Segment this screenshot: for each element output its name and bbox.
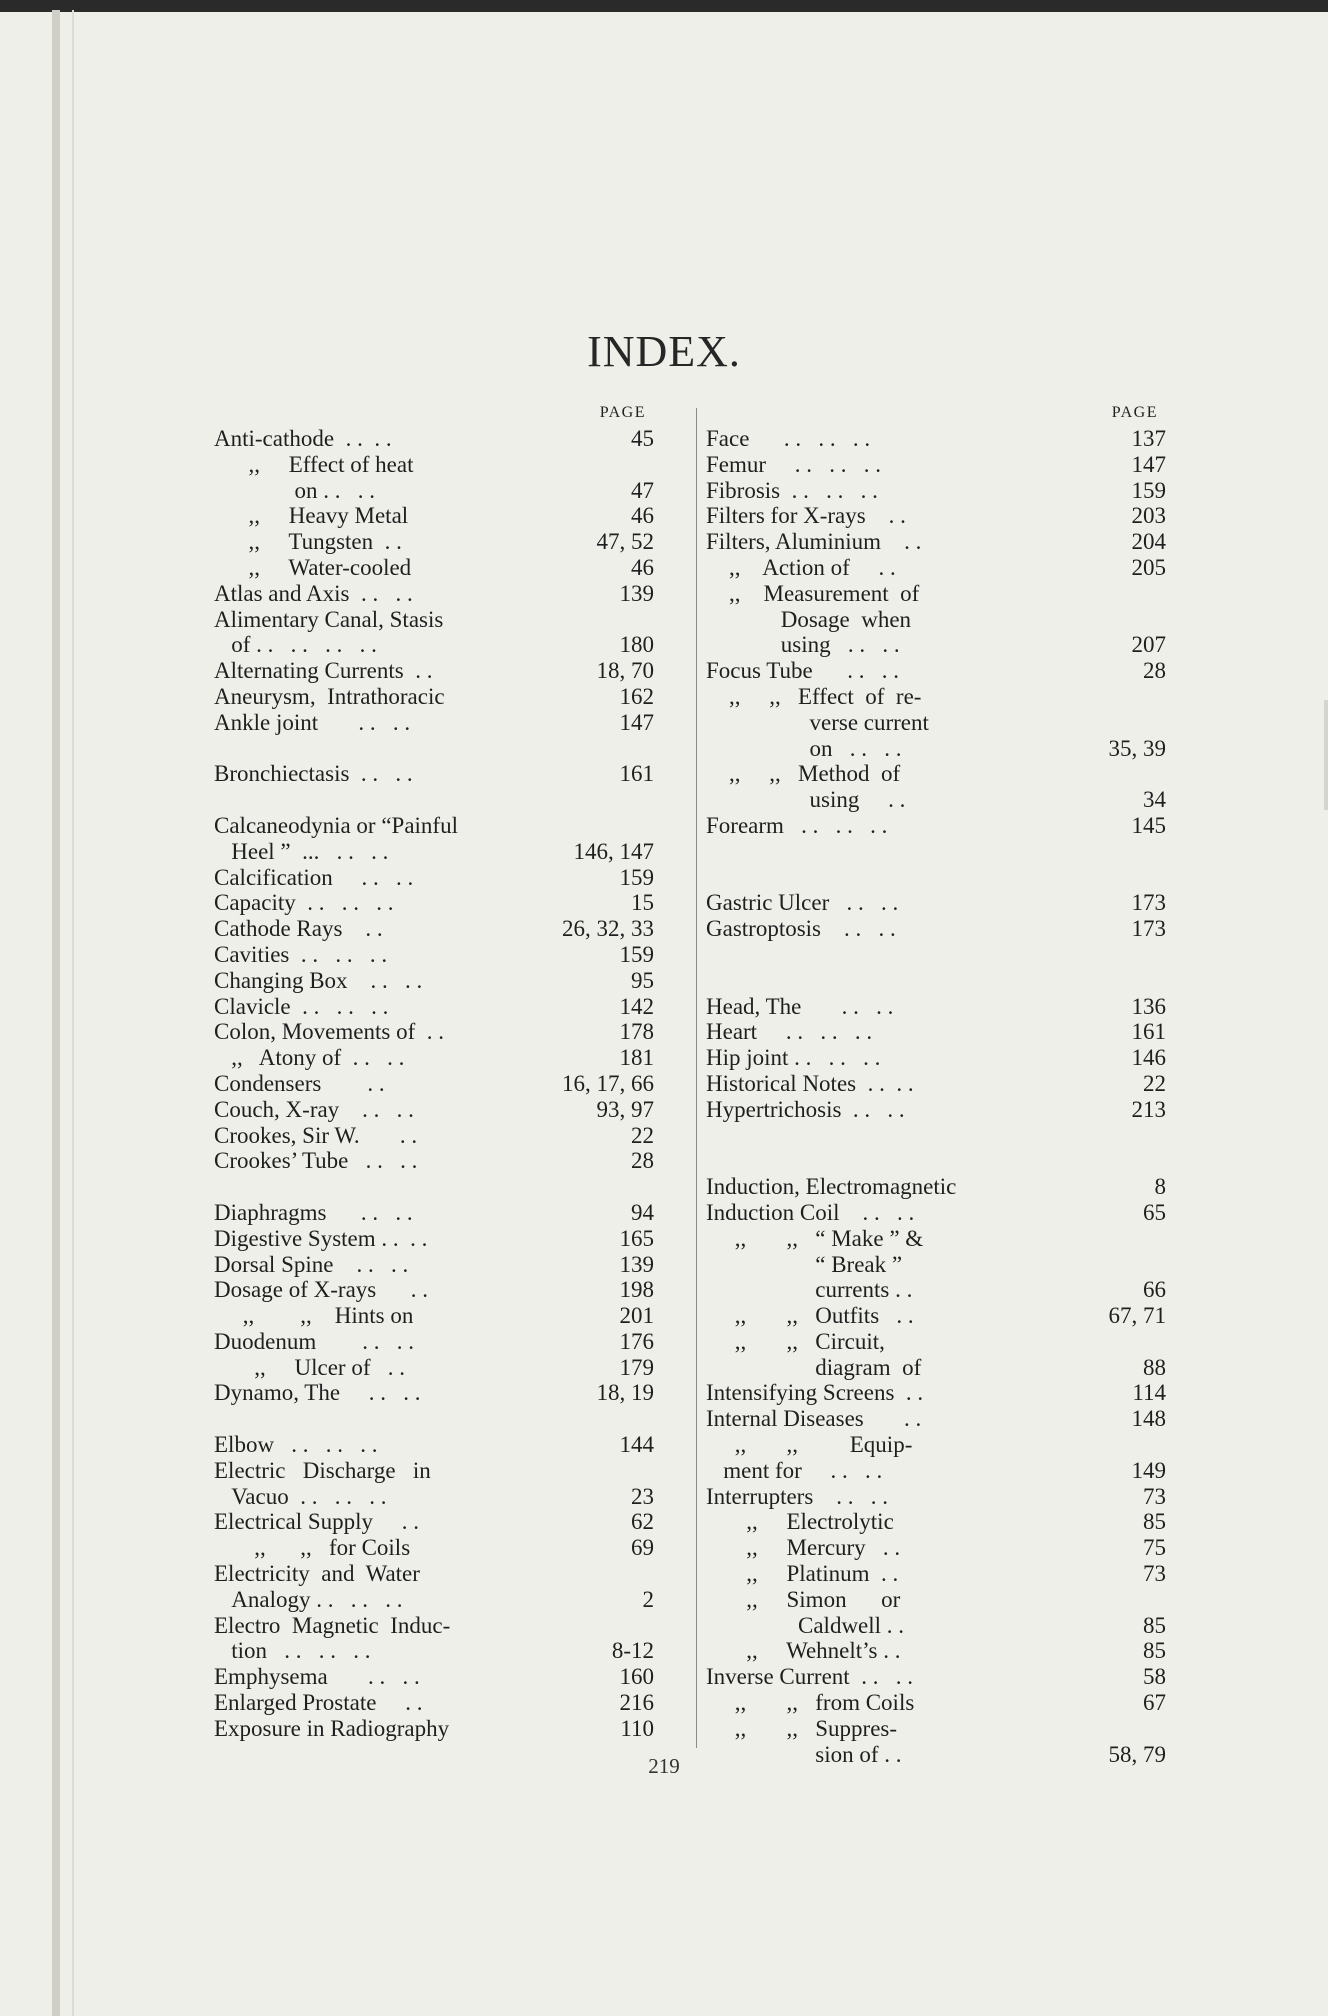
index-entry bbox=[706, 761, 1166, 787]
index-entry-text: on . . . . bbox=[706, 735, 902, 761]
index-entry bbox=[706, 1432, 1166, 1458]
index-entry-text: Elbow . . . . . . bbox=[214, 1432, 378, 1458]
entry-spacer bbox=[706, 1123, 1166, 1149]
index-entry-text: Dosage of X-rays . . bbox=[214, 1277, 428, 1303]
index-entry bbox=[214, 1303, 654, 1329]
index-entry bbox=[706, 813, 1166, 839]
index-entry-text: Cathode Rays . . bbox=[214, 916, 383, 942]
index-entry-text: ,, ,, Hints on bbox=[214, 1303, 414, 1329]
index-entry-text: ,, ,, from Coils bbox=[706, 1690, 915, 1716]
index-entry bbox=[706, 503, 1166, 529]
index-entry-page: 216 bbox=[619, 1690, 654, 1716]
index-entry-page: 46 bbox=[631, 554, 654, 580]
index-entry-page: 213 bbox=[1131, 1096, 1166, 1122]
index-entry bbox=[214, 1071, 654, 1097]
index-entry-page: 139 bbox=[619, 580, 654, 606]
index-entry-page: 2 bbox=[642, 1586, 654, 1612]
index-entry-text: ,, Water-cooled bbox=[214, 554, 412, 580]
index-entry-page: 180 bbox=[619, 632, 654, 658]
index-entry-text: Crookes, Sir W. . . bbox=[214, 1122, 418, 1148]
index-entry bbox=[214, 452, 654, 478]
index-entry-text: ,, Platinum . . bbox=[706, 1561, 899, 1587]
index-entry-text: Gastroptosis . . . . bbox=[706, 916, 896, 942]
index-entry-text: ,, ,, Suppres- bbox=[706, 1715, 898, 1741]
index-entry-page: 173 bbox=[1131, 916, 1166, 942]
index-entry-text: using . . bbox=[706, 787, 906, 813]
index-entry bbox=[706, 1200, 1166, 1226]
index-entry bbox=[706, 710, 1166, 736]
index-entry-text: Condensers . . bbox=[214, 1070, 385, 1096]
index-entry bbox=[214, 581, 654, 607]
index-entry-page: 110 bbox=[620, 1715, 654, 1741]
index-entry-text: tion . . . . . . bbox=[214, 1638, 371, 1664]
index-entry bbox=[214, 1097, 654, 1123]
index-entry-text: Hip joint . . . . . . bbox=[706, 1045, 881, 1071]
index-entry-text: ,, Ulcer of . . bbox=[214, 1354, 405, 1380]
index-entry-page: 85 bbox=[1143, 1612, 1166, 1638]
index-entry bbox=[706, 1690, 1166, 1716]
index-entry-page: 165 bbox=[619, 1225, 654, 1251]
index-entry-page: 8 bbox=[1154, 1174, 1166, 1200]
index-entry-text: Analogy . . . . . . bbox=[214, 1586, 403, 1612]
index-entry-page: 62 bbox=[631, 1509, 654, 1535]
index-entry-text: ,, ,, Outfits . . bbox=[706, 1303, 914, 1329]
index-entry-text: Face . . . . . . bbox=[706, 426, 871, 451]
index-entry-page: 146 bbox=[1131, 1045, 1166, 1071]
index-entry bbox=[214, 1716, 654, 1742]
index-entry bbox=[214, 916, 654, 942]
index-entry bbox=[706, 787, 1166, 813]
page-column-header: PAGE bbox=[599, 404, 646, 421]
index-entry bbox=[214, 529, 654, 555]
index-entry-text: of . . . . . . . . bbox=[214, 632, 377, 658]
index-entry bbox=[214, 839, 654, 865]
index-entry bbox=[214, 1200, 654, 1226]
index-entry-page: 159 bbox=[619, 864, 654, 890]
index-entry bbox=[706, 1406, 1166, 1432]
index-column-right bbox=[706, 400, 1166, 1767]
index-entry-page: 181 bbox=[619, 1045, 654, 1071]
index-entry-text: Gastric Ulcer . . . . bbox=[706, 890, 899, 916]
index-entry-text: Calcification . . . . bbox=[214, 864, 414, 890]
index-entry-text: Hypertrichosis . . . . bbox=[706, 1096, 905, 1122]
index-entry bbox=[706, 1097, 1166, 1123]
index-entry bbox=[214, 1587, 654, 1613]
index-entry-text: “ Break ” bbox=[706, 1251, 903, 1277]
index-entry bbox=[214, 1329, 654, 1355]
index-entry-text: Head, The . . . . bbox=[706, 993, 894, 1019]
index-entry-page: 160 bbox=[619, 1664, 654, 1690]
index-entry-page: 58, 79 bbox=[1108, 1741, 1166, 1767]
index-entry bbox=[214, 1535, 654, 1561]
index-entry-page: 67 bbox=[1143, 1690, 1166, 1716]
index-entry-page: 114 bbox=[1132, 1380, 1166, 1406]
index-entry-text: Alternating Currents . . bbox=[214, 658, 433, 684]
index-entry-text: Heart . . . . . . bbox=[706, 1019, 873, 1045]
index-entry bbox=[214, 1432, 654, 1458]
index-entry-text: Capacity . . . . . . bbox=[214, 890, 394, 916]
index-entry-text: Changing Box . . . . bbox=[214, 967, 423, 993]
index-entry bbox=[706, 1509, 1166, 1535]
index-entry-page: 28 bbox=[631, 1148, 654, 1174]
index-entry-text: Electro Magnetic Induc- bbox=[214, 1612, 451, 1638]
index-entry-text: Electrical Supply . . bbox=[214, 1509, 420, 1535]
index-entry bbox=[214, 968, 654, 994]
index-entry-page: 45 bbox=[631, 426, 654, 451]
index-entry-page: 146, 147 bbox=[573, 838, 654, 864]
index-entry-text: Interrupters . . . . bbox=[706, 1483, 889, 1509]
index-entry bbox=[214, 1509, 654, 1535]
index-entry-page: 161 bbox=[619, 761, 654, 787]
index-entry bbox=[214, 1252, 654, 1278]
index-entry bbox=[706, 1458, 1166, 1484]
page-column-header: PAGE bbox=[1111, 404, 1158, 421]
index-entry-text: Historical Notes . . . . bbox=[706, 1070, 914, 1096]
index-entry-text: ,, ,, for Coils bbox=[214, 1535, 411, 1561]
index-entry-page: 161 bbox=[1131, 1019, 1166, 1045]
index-entry-text: Caldwell . . bbox=[706, 1612, 905, 1638]
index-entry bbox=[706, 916, 1166, 942]
index-entry-page: 15 bbox=[631, 890, 654, 916]
index-entry-page: 207 bbox=[1131, 632, 1166, 658]
index-entry-page: 94 bbox=[631, 1199, 654, 1225]
index-entry-page: 22 bbox=[1143, 1070, 1166, 1096]
index-entry-text: ,, Atony of . . . . bbox=[214, 1045, 405, 1071]
index-entry-page: 47 bbox=[631, 477, 654, 503]
entry-spacer bbox=[214, 1174, 654, 1200]
index-entry bbox=[706, 1380, 1166, 1406]
index-entry bbox=[214, 813, 654, 839]
index-entry-text: Inverse Current . . . . bbox=[706, 1664, 913, 1690]
index-entry bbox=[214, 684, 654, 710]
index-entry-text: ,, Simon or bbox=[706, 1586, 901, 1612]
index-entry-text: ,, Heavy Metal bbox=[214, 503, 409, 529]
index-entry bbox=[706, 1226, 1166, 1252]
index-entry-page: 148 bbox=[1131, 1406, 1166, 1432]
index-entry bbox=[706, 736, 1166, 762]
entry-spacer bbox=[706, 968, 1166, 994]
page-number: 219 bbox=[648, 1754, 680, 1778]
index-entry-page: 198 bbox=[619, 1277, 654, 1303]
index-entry bbox=[214, 761, 654, 787]
index-entry-text: Colon, Movements of . . bbox=[214, 1019, 444, 1045]
index-entry bbox=[214, 1690, 654, 1716]
index-entry-page: 22 bbox=[631, 1122, 654, 1148]
index-entry-text: ,, ,, “ Make ” & bbox=[706, 1225, 924, 1251]
entry-spacer bbox=[706, 1148, 1166, 1174]
index-entry-text: Filters, Aluminium . . bbox=[706, 529, 922, 555]
index-entry-text: ,, ,, Equip- bbox=[706, 1432, 913, 1458]
index-entry-text: Induction, Electromagnetic bbox=[706, 1174, 957, 1200]
index-entry-text: Focus Tube . . . . bbox=[706, 658, 899, 684]
index-entry-page: 149 bbox=[1131, 1457, 1166, 1483]
index-entry-text: using . . . . bbox=[706, 632, 900, 658]
index-column-left bbox=[214, 400, 654, 1742]
index-entry-page: 46 bbox=[631, 503, 654, 529]
index-entry bbox=[214, 1148, 654, 1174]
index-entry-page: 139 bbox=[619, 1251, 654, 1277]
entry-spacer bbox=[706, 942, 1166, 968]
index-entry-text: Dosage when bbox=[706, 606, 912, 632]
index-entry-page: 66 bbox=[1143, 1277, 1166, 1303]
index-entry-page: 88 bbox=[1143, 1354, 1166, 1380]
index-entry-text: Induction Coil . . . . bbox=[706, 1199, 915, 1225]
index-entry-text: ,, ,, Circuit, bbox=[706, 1328, 885, 1354]
index-entry bbox=[706, 1587, 1166, 1613]
index-entry bbox=[214, 426, 654, 452]
index-entry bbox=[214, 555, 654, 581]
index-entry-text: ,, Action of . . bbox=[706, 554, 896, 580]
index-entry-page: 144 bbox=[619, 1432, 654, 1458]
index-entry bbox=[706, 1484, 1166, 1510]
index-entry-text: Alimentary Canal, Stasis bbox=[214, 606, 444, 632]
index-entry-text: Anti-cathode . . . . bbox=[214, 426, 392, 451]
index-entry bbox=[706, 890, 1166, 916]
index-entry bbox=[214, 1613, 654, 1639]
index-entry-page: 58 bbox=[1143, 1664, 1166, 1690]
index-entry-text: Ankle joint . . . . bbox=[214, 709, 411, 735]
index-entry-page: 136 bbox=[1131, 993, 1166, 1019]
index-entry-text: Enlarged Prostate . . bbox=[214, 1690, 423, 1716]
index-entry bbox=[706, 555, 1166, 581]
index-entry-text: Emphysema . . . . bbox=[214, 1664, 420, 1690]
index-entry-page: 145 bbox=[1131, 812, 1166, 838]
index-entry bbox=[214, 1638, 654, 1664]
index-entry-page: 95 bbox=[631, 967, 654, 993]
index-entries-left bbox=[214, 426, 654, 1742]
index-entry-text: Internal Diseases . . bbox=[706, 1406, 922, 1432]
index-entry bbox=[706, 529, 1166, 555]
index-entry-text: Cavities . . . . . . bbox=[214, 941, 388, 967]
index-entry-text: Calcaneodynia or “Painful bbox=[214, 812, 458, 838]
index-entry bbox=[706, 658, 1166, 684]
page-title: INDEX. bbox=[587, 327, 741, 376]
index-entry bbox=[706, 1019, 1166, 1045]
index-entry bbox=[214, 1458, 654, 1484]
index-entry-page: 142 bbox=[619, 993, 654, 1019]
index-entry bbox=[706, 581, 1166, 607]
index-entry bbox=[706, 1613, 1166, 1639]
index-entry-page: 18, 19 bbox=[596, 1380, 654, 1406]
index-entry-text: Digestive System . . . . bbox=[214, 1225, 428, 1251]
index-entry-text: Forearm . . . . . . bbox=[706, 812, 888, 838]
index-entry bbox=[706, 1252, 1166, 1278]
index-entry-page: 73 bbox=[1143, 1483, 1166, 1509]
index-entry-page: 35, 39 bbox=[1108, 735, 1166, 761]
index-entry-page: 159 bbox=[619, 941, 654, 967]
index-entry-text: Exposure in Radiography bbox=[214, 1715, 450, 1741]
index-entries-right bbox=[706, 426, 1166, 1767]
index-entry-page: 205 bbox=[1131, 554, 1166, 580]
index-entry-page: 147 bbox=[619, 709, 654, 735]
index-entry-text: sion of . . bbox=[706, 1741, 902, 1767]
index-entry-page: 28 bbox=[1143, 658, 1166, 684]
index-entry-text: Couch, X-ray . . . . bbox=[214, 1096, 414, 1122]
column-divider bbox=[696, 408, 697, 1748]
index-entry bbox=[214, 1484, 654, 1510]
index-entry bbox=[214, 1045, 654, 1071]
index-entry-text: Dorsal Spine . . . . bbox=[214, 1251, 409, 1277]
index-entry-text: Dynamo, The . . . . bbox=[214, 1380, 421, 1406]
index-entry-page: 26, 32, 33 bbox=[562, 916, 654, 942]
index-entry bbox=[706, 1664, 1166, 1690]
index-entry bbox=[706, 1535, 1166, 1561]
index-entry bbox=[214, 942, 654, 968]
index-entry bbox=[706, 607, 1166, 633]
index-entry-page: 34 bbox=[1143, 787, 1166, 813]
index-entry-page: 69 bbox=[631, 1535, 654, 1561]
index-entry bbox=[214, 994, 654, 1020]
index-entry-page: 147 bbox=[1131, 451, 1166, 477]
index-entry-page: 85 bbox=[1143, 1509, 1166, 1535]
index-entry-text: Clavicle . . . . . . bbox=[214, 993, 389, 1019]
index-entry-page: 23 bbox=[631, 1483, 654, 1509]
index-entry-page: 162 bbox=[619, 683, 654, 709]
index-entry-text: ment for . . . . bbox=[706, 1457, 883, 1483]
index-entry-text: ,, Tungsten . . bbox=[214, 529, 402, 555]
entry-spacer bbox=[214, 736, 654, 762]
page-binding-line bbox=[72, 10, 74, 2016]
entry-spacer bbox=[214, 1406, 654, 1432]
entry-spacer bbox=[214, 787, 654, 813]
index-entry bbox=[706, 1329, 1166, 1355]
scan-right-edge bbox=[1324, 700, 1328, 810]
index-entry-text: ,, ,, Effect of re- bbox=[706, 683, 922, 709]
index-entry-page: 47, 52 bbox=[596, 529, 654, 555]
index-entry bbox=[214, 890, 654, 916]
index-entry-page: 18, 70 bbox=[596, 658, 654, 684]
index-entry bbox=[706, 1045, 1166, 1071]
index-entry-text: on . . . . bbox=[214, 477, 375, 503]
index-entry-page: 8-12 bbox=[611, 1638, 654, 1664]
index-entry-page: 173 bbox=[1131, 890, 1166, 916]
index-entry-text: Fibrosis . . . . . . bbox=[706, 477, 878, 503]
index-entry bbox=[706, 426, 1166, 452]
index-entry bbox=[214, 1561, 654, 1587]
index-entry bbox=[214, 1664, 654, 1690]
index-entry-page: 93, 97 bbox=[596, 1096, 654, 1122]
index-entry bbox=[214, 658, 654, 684]
index-entry bbox=[706, 1716, 1166, 1742]
index-entry bbox=[214, 1226, 654, 1252]
scan-top-edge bbox=[0, 0, 1328, 12]
index-entry bbox=[706, 452, 1166, 478]
index-entry-text: ,, Electrolytic bbox=[706, 1509, 894, 1535]
index-entry-text: Electric Discharge in bbox=[214, 1457, 431, 1483]
index-entry bbox=[214, 632, 654, 658]
index-entry-page: 204 bbox=[1131, 529, 1166, 555]
index-entry-page: 203 bbox=[1131, 503, 1166, 529]
index-entry-page: 67, 71 bbox=[1108, 1303, 1166, 1329]
page-binding-edge bbox=[52, 10, 60, 2016]
index-entry bbox=[706, 1303, 1166, 1329]
index-entry-text: Atlas and Axis . . . . bbox=[214, 580, 413, 606]
index-entry-text: ,, ,, Method of bbox=[706, 761, 901, 787]
index-entry bbox=[214, 710, 654, 736]
index-entry-text: ,, Measurement of bbox=[706, 580, 920, 606]
index-entry bbox=[214, 607, 654, 633]
index-entry-page: 178 bbox=[619, 1019, 654, 1045]
index-entry bbox=[214, 865, 654, 891]
index-entry-text: Electricity and Water bbox=[214, 1561, 420, 1587]
index-entry-text: Vacuo . . . . . . bbox=[214, 1483, 387, 1509]
index-entry-text: Intensifying Screens . . bbox=[706, 1380, 924, 1406]
index-entry-text: ,, Wehnelt’s . . bbox=[706, 1638, 901, 1664]
index-entry bbox=[214, 1380, 654, 1406]
index-entry bbox=[214, 1277, 654, 1303]
index-entry bbox=[706, 1561, 1166, 1587]
index-entry-text: diagram of bbox=[706, 1354, 922, 1380]
index-entry bbox=[214, 1355, 654, 1381]
index-entry-page: 176 bbox=[619, 1328, 654, 1354]
index-entry-page: 85 bbox=[1143, 1638, 1166, 1664]
index-entry bbox=[706, 1071, 1166, 1097]
index-entry-page: 16, 17, 66 bbox=[562, 1070, 654, 1096]
index-entry-page: 65 bbox=[1143, 1199, 1166, 1225]
index-entry-text: Heel ” ... . . . . bbox=[214, 838, 389, 864]
entry-spacer bbox=[706, 839, 1166, 865]
index-entry-text: Filters for X-rays . . bbox=[706, 503, 906, 529]
index-entry bbox=[706, 478, 1166, 504]
index-entry bbox=[706, 1277, 1166, 1303]
entry-spacer bbox=[706, 865, 1166, 891]
index-entry-text: verse current bbox=[706, 709, 929, 735]
index-entry bbox=[214, 503, 654, 529]
index-entry-text: Diaphragms . . . . bbox=[214, 1199, 413, 1225]
index-entry-page: 201 bbox=[619, 1303, 654, 1329]
index-entry-page: 159 bbox=[1131, 477, 1166, 503]
index-entry-text: Bronchiectasis . . . . bbox=[214, 761, 413, 787]
index-entry-text: currents . . bbox=[706, 1277, 913, 1303]
index-entry bbox=[706, 1174, 1166, 1200]
index-entry-page: 75 bbox=[1143, 1535, 1166, 1561]
index-entry bbox=[706, 994, 1166, 1020]
index-entry bbox=[214, 478, 654, 504]
index-entry bbox=[214, 1123, 654, 1149]
index-entry bbox=[214, 1019, 654, 1045]
index-entry bbox=[706, 684, 1166, 710]
index-entry-page: 137 bbox=[1131, 426, 1166, 451]
index-entry-text: Duodenum . . . . bbox=[214, 1328, 414, 1354]
index-entry-text: Femur . . . . . . bbox=[706, 451, 882, 477]
index-entry-text: ,, Effect of heat bbox=[214, 451, 414, 477]
index-entry-page: 179 bbox=[619, 1354, 654, 1380]
index-entry-text: Aneurysm, Intrathoracic bbox=[214, 683, 445, 709]
index-entry bbox=[706, 1355, 1166, 1381]
index-entry-text: ,, Mercury . . bbox=[706, 1535, 901, 1561]
index-entry bbox=[706, 632, 1166, 658]
index-entry bbox=[706, 1638, 1166, 1664]
index-entry-page: 73 bbox=[1143, 1561, 1166, 1587]
index-entry-text: Crookes’ Tube . . . . bbox=[214, 1148, 418, 1174]
